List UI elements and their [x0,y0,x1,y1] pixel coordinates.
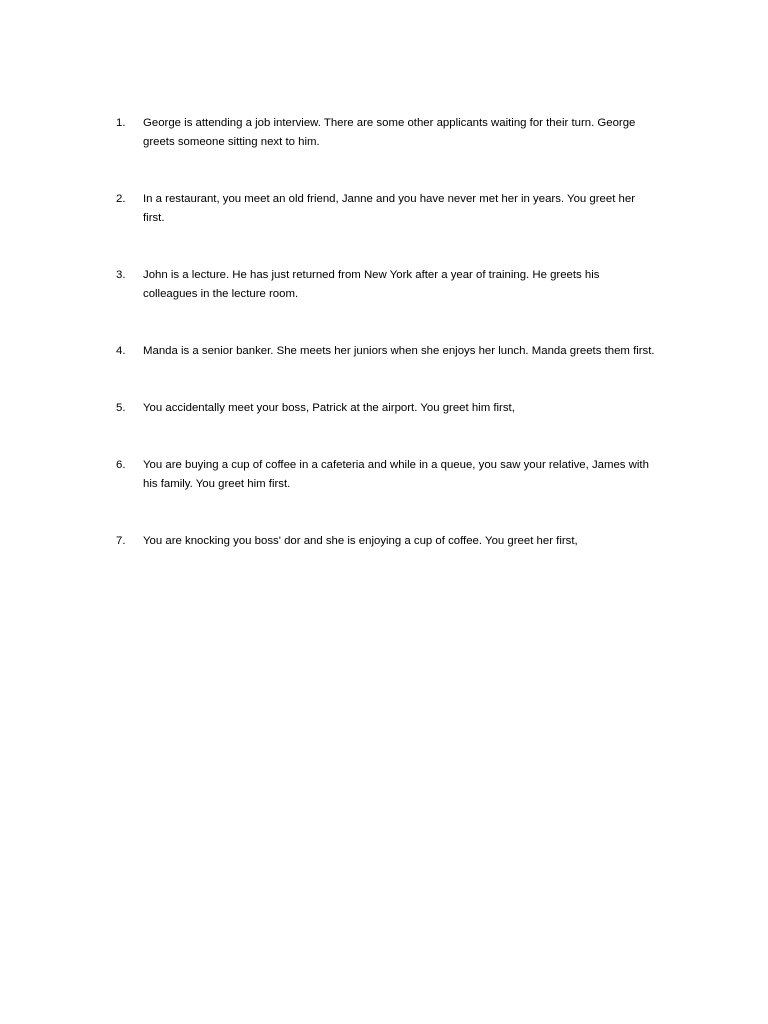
list-item-number: 5. [116,402,126,414]
scenario-list [116,114,656,551]
list-item [116,266,656,304]
list-item-number: 1. [116,117,126,129]
list-item-number: 6. [116,459,126,471]
list-item-number: 3. [116,269,126,281]
list-item [116,114,656,152]
list-item [116,532,656,551]
list-item-text: Manda is a senior banker. She meets her juniors when she enjoys her lunch. Manda greets them first. [143,345,655,357]
list-item [116,456,656,494]
list-item-number: 4. [116,345,126,357]
list-item-text: You are buying a cup of coffee in a cafeteria and while in a queue, you saw your relative, James with his family. You greet him first. [143,459,649,490]
list-item [116,342,656,361]
list-item-text: In a restaurant, you meet an old friend, Janne and you have never met her in years. You greet her first. [143,193,636,224]
list-item-number: 7. [116,535,126,547]
list-item [116,190,656,228]
list-item-text: You accidentally meet your boss, Patrick at the airport. You greet him first, [143,402,515,414]
list-item-number: 2. [116,193,126,205]
list-item-text: John is a lecture. He has just returned from New York after a year of training. He greets his colleagues in the lecture room. [143,269,600,300]
list-item-text: George is attending a job interview. There are some other applicants waiting for their turn. George greets someone sitting next to him. [143,117,636,148]
list-item-text: You are knocking you boss' dor and she is enjoying a cup of coffee. You greet her first, [143,535,578,547]
list-item [116,399,656,418]
